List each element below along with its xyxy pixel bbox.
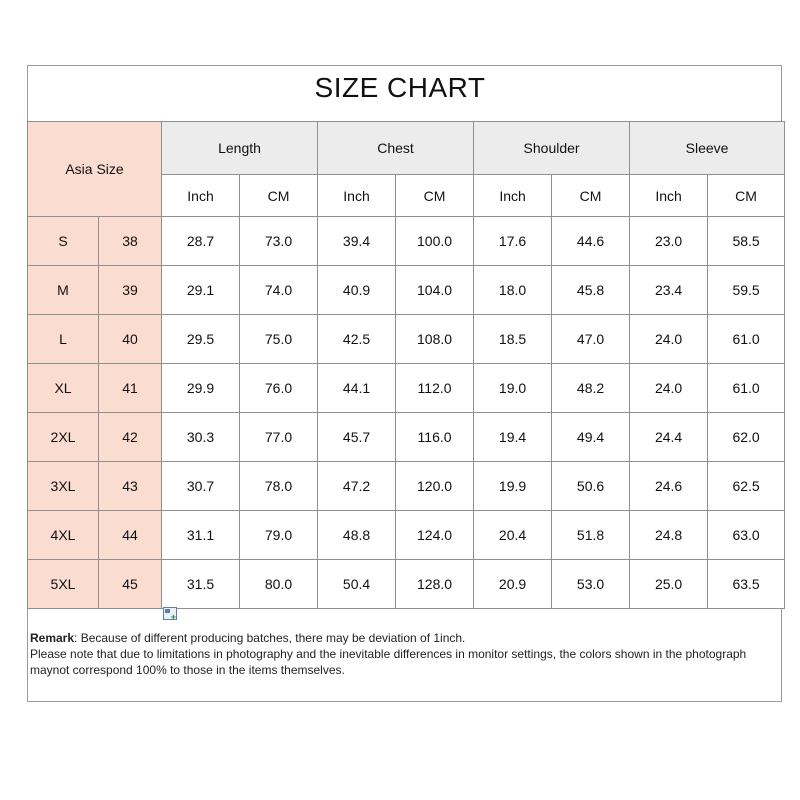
table-cell: 17.6 [474,217,552,266]
size-label: 5XL [28,560,99,609]
table-cell: 78.0 [240,462,318,511]
table-cell: 73.0 [240,217,318,266]
table-cell: 79.0 [240,511,318,560]
table-cell: 120.0 [396,462,474,511]
table-row [28,511,785,560]
remark-text: : Because of different producing batches, there may be deviation of 1inch. [74,631,466,645]
page-title: SIZE CHART [314,72,486,103]
table-cell: 19.9 [474,462,552,511]
unit-header: CM [708,175,785,217]
table-cell: 62.5 [708,462,785,511]
remark-line-3: maynot correspond 100% to those in the items themselves. [30,663,345,677]
table-cell: 47.0 [552,315,630,364]
size-number: 42 [99,413,162,462]
table-cell: 31.1 [162,511,240,560]
unit-header: Inch [162,175,240,217]
unit-header: CM [552,175,630,217]
table-cell: 24.8 [630,511,708,560]
table-cell: 77.0 [240,413,318,462]
shoulder-header: Shoulder [474,122,630,175]
size-label: XL [28,364,99,413]
size-number: 38 [99,217,162,266]
table-cell: 75.0 [240,315,318,364]
table-cell: 42.5 [318,315,396,364]
table-cell: 45.7 [318,413,396,462]
table-row [28,413,785,462]
size-number: 39 [99,266,162,315]
remark-line-1 [30,630,775,646]
table-cell: 50.6 [552,462,630,511]
table-cell: 24.0 [630,315,708,364]
table-cell: 30.7 [162,462,240,511]
table-cell: 49.4 [552,413,630,462]
table-cell: 50.4 [318,560,396,609]
table-row [28,462,785,511]
table-cell: 61.0 [708,315,785,364]
table-cell: 31.5 [162,560,240,609]
table-cell: 124.0 [396,511,474,560]
table-cell: 29.1 [162,266,240,315]
table-cell: 100.0 [396,217,474,266]
unit-header: Inch [630,175,708,217]
size-number: 40 [99,315,162,364]
table-cell: 74.0 [240,266,318,315]
unit-header: Inch [474,175,552,217]
table-cell: 18.0 [474,266,552,315]
size-label: 3XL [28,462,99,511]
unit-header: CM [396,175,474,217]
table-cell: 20.4 [474,511,552,560]
size-label: 2XL [28,413,99,462]
unit-header: Inch [318,175,396,217]
table-cell: 28.7 [162,217,240,266]
table-cell: 39.4 [318,217,396,266]
size-label: 4XL [28,511,99,560]
remark-line-2: Please note that due to limitations in photography and the inevitable differences in monitor settings, the colors shown in the photograph [30,647,747,661]
size-label: L [28,315,99,364]
table-cell: 47.2 [318,462,396,511]
table-cell: 45.8 [552,266,630,315]
size-label: S [28,217,99,266]
table-cell: 44.1 [318,364,396,413]
table-cell: 23.4 [630,266,708,315]
unit-header: CM [240,175,318,217]
size-table [27,121,785,609]
size-number: 41 [99,364,162,413]
table-cell: 29.9 [162,364,240,413]
size-number: 44 [99,511,162,560]
size-number: 43 [99,462,162,511]
asia-size-header: Asia Size [28,122,162,217]
table-cell: 24.6 [630,462,708,511]
table-cell: 29.5 [162,315,240,364]
remark-label: Remark [30,631,75,645]
table-cell: 19.0 [474,364,552,413]
table-cell: 116.0 [396,413,474,462]
table-add-icon[interactable] [163,607,177,620]
size-number: 45 [99,560,162,609]
table-cell: 112.0 [396,364,474,413]
table-row [28,560,785,609]
table-cell: 76.0 [240,364,318,413]
table-cell: 24.4 [630,413,708,462]
table-cell: 61.0 [708,364,785,413]
table-cell: 59.5 [708,266,785,315]
table-cell: 104.0 [396,266,474,315]
table-cell: 18.5 [474,315,552,364]
table-cell: 40.9 [318,266,396,315]
table-cell: 44.6 [552,217,630,266]
table-cell: 53.0 [552,560,630,609]
table-cell: 51.8 [552,511,630,560]
size-label: M [28,266,99,315]
table-cell: 19.4 [474,413,552,462]
table-cell: 20.9 [474,560,552,609]
table-row [28,364,785,413]
table-header-row [28,122,785,175]
table-cell: 24.0 [630,364,708,413]
table-cell: 62.0 [708,413,785,462]
table-cell: 30.3 [162,413,240,462]
table-cell: 63.0 [708,511,785,560]
table-cell: 23.0 [630,217,708,266]
table-row [28,217,785,266]
table-row [28,266,785,315]
length-header: Length [162,122,318,175]
table-cell: 63.5 [708,560,785,609]
remark-note [30,630,775,678]
table-cell: 48.2 [552,364,630,413]
table-cell: 58.5 [708,217,785,266]
table-row [28,315,785,364]
table-cell: 108.0 [396,315,474,364]
table-cell: 48.8 [318,511,396,560]
table-cell: 80.0 [240,560,318,609]
chest-header: Chest [318,122,474,175]
sleeve-header: Sleeve [630,122,785,175]
table-cell: 128.0 [396,560,474,609]
table-cell: 25.0 [630,560,708,609]
